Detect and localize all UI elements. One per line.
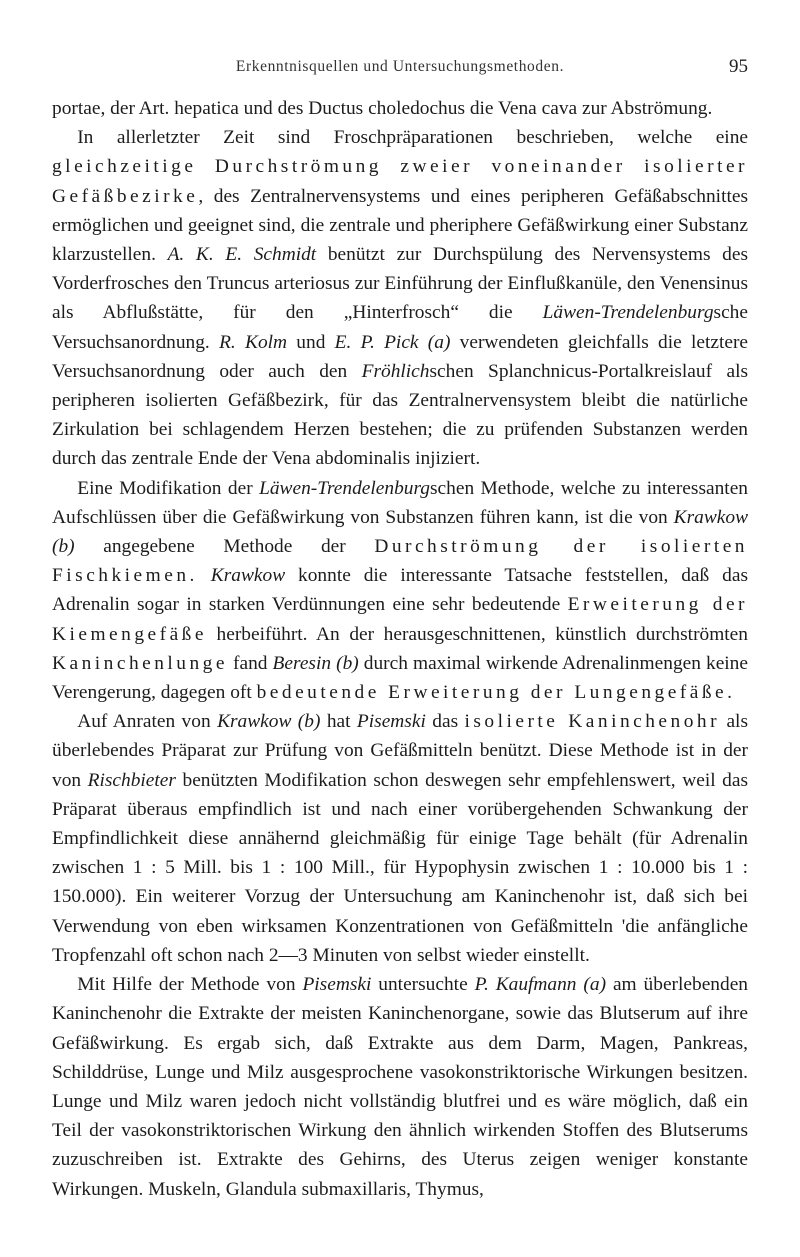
author-name: Beresin (b) (272, 652, 359, 674)
text-run: angegebene Methode der (74, 536, 375, 558)
author-name: Läwen-Trendelenburg (542, 302, 714, 324)
paragraph (52, 123, 748, 473)
author-name: Krawkow (b) (52, 506, 748, 558)
text-run: , des Zentralnervensystems und eines peripheren Gefäßabschnittes ermöglichen und geeignet sind, die zentrale und pheriphere Gefäßwirkung einer Substanz klarzustellen. (52, 185, 748, 266)
text-run: fand (227, 652, 273, 674)
text-run: das (425, 711, 465, 733)
emphasized-text: bedeutende Erweiterung der Lungengefäße. (256, 682, 736, 704)
text-run: benützt zur Durchspülung des Nervensystems des Vorderfrosches den Truncus arteriosus zur Einführung der Einflußkanüle, den Venensinus als Abflußstätte, für den „Hinterfrosch“ die (52, 244, 748, 324)
paragraph (52, 970, 748, 1204)
text-run: benützten Modifikation schon deswegen sehr empfehlenswert, weil das Präparat überaus empfindlich ist und nach einer vorübergehenden Schwankung der Empfindlichkeit diese annähernd gleichmäßig für einige Tage behält (für Adrenalin zwischen 1 : 5 Mill. bis 1 : 100 Mill., für Hypophysin zwischen 1 : 10.000 bis 1 : 150.000). Ein weiterer Vorzug der Untersuchung am Kaninchenohr ist, daß sich bei Verwendung von eben wirksamen Konzentrationen von Gefäßmitteln 'die anfängliche Tropfenzahl oft schon nach 2—3 Minuten von selbst wieder einstellt. (52, 769, 748, 966)
text-run: In allerletzter Zeit sind Froschpräparationen beschrieben, welche eine (77, 127, 748, 149)
text-run: Eine Modifikation der (77, 477, 260, 499)
emphasized-text: Durchströmung der isolierten Fischkiemen. (52, 536, 748, 587)
author-name: P. Kaufmann (a) (474, 974, 607, 996)
text-run: hat (320, 711, 357, 733)
text-run: herbeiführt. An der herausgeschnittenen, künstlich durchströmten (206, 623, 748, 645)
author-name: Fröhlich (361, 360, 430, 382)
text-run: sche Versuchsanordnung. (52, 302, 748, 353)
text-run: Mit Hilfe der Methode von (77, 974, 303, 996)
text-run: Auf Anraten von (77, 711, 218, 733)
text-run: durch maximal wirkende Adrenalinmengen keine Verengerung, dagegen oft (52, 652, 748, 704)
author-name: Rischbieter (87, 769, 176, 791)
author-name: Pisemski (356, 711, 426, 733)
emphasized-text: isolierte Kaninchenohr (464, 711, 721, 733)
running-header (52, 58, 748, 84)
book-page (52, 58, 748, 1204)
author-name: A. K. E. Schmidt (167, 244, 317, 266)
paragraph (52, 707, 748, 970)
author-name: Läwen-Trendelenburg (259, 477, 430, 499)
author-name: R. Kolm (219, 331, 288, 353)
author-name: Krawkow (b) (217, 711, 321, 733)
text-run: schen Methode, welche zu interessanten Aufschlüssen über die Gefäßwirkung von Substanzen führen kann, ist die von (52, 477, 748, 528)
emphasized-text: Erweiterung der Kiemengefäße (52, 594, 748, 645)
emphasized-text: gleichzeitige Durchströmung zweier voneinander isolierter Gefäßbezirke (52, 156, 748, 207)
text-run: konnte die interessante Tatsache feststellen, daß das Adrenalin sogar in starken Verdünnungen eine sehr bedeutende (52, 565, 748, 616)
text-run: untersuchte (371, 974, 475, 996)
author-name: E. P. Pick (a) (334, 331, 451, 353)
body-text (52, 94, 748, 1204)
text-run: als überlebendes Präparat zur Prüfung von Gefäßmitteln benützt. Diese Methode ist in der von (52, 711, 748, 791)
text-run: schen Splanchnicus-Portalkreislauf als peripheren isolierten Gefäßbezirk, für das Zentralnervensystem bleibt die natürliche Zirkulation bei schlagendem Herzen bestehen; die zu prüfenden Substanzen werden durch das zentrale Ende der Vena abdominalis injiziert. (52, 360, 748, 470)
text-run: am überlebenden Kaninchenohr die Extrakte der meisten Kaninchenorgane, sowie das Blutserum auf ihre Gefäßwirkung. Es ergab sich, daß Extrakte aus dem Darm, Magen, Pankreas, Schilddrüse, Lunge und Milz ausgesprochene vasokonstriktorische Wirkungen besitzen. Lunge und Milz waren jedoch nicht vollständig blutfrei und es wäre möglich, daß ein Teil der vasokonstriktorischen Wirkung den ähnlich wirkenden Stoffen des Blutserums zuzuschreiben ist. Extrakte des Gehirns, des Uterus zeigen weniger konstante Wirkungen. Muskeln, Glandula submaxillaris, Thymus, (52, 974, 748, 1200)
page-number: 95 (729, 56, 748, 77)
paragraph (52, 94, 748, 123)
text-run: verwendeten gleichfalls die letztere Versuchsanordnung oder auch den (52, 331, 749, 382)
text-run: portae, der Art. hepatica und des Ductus choledochus die Vena cava zur Abströmung. (52, 98, 713, 119)
paragraph (52, 474, 748, 708)
author-name: Pisemski (302, 974, 372, 996)
text-run (198, 565, 211, 586)
emphasized-text: Kaninchenlunge (52, 652, 228, 674)
text-run: und (287, 331, 335, 353)
running-title: Erkenntnisquellen und Untersuchungsmethoden. (235, 58, 565, 75)
author-name: Krawkow (210, 565, 286, 587)
